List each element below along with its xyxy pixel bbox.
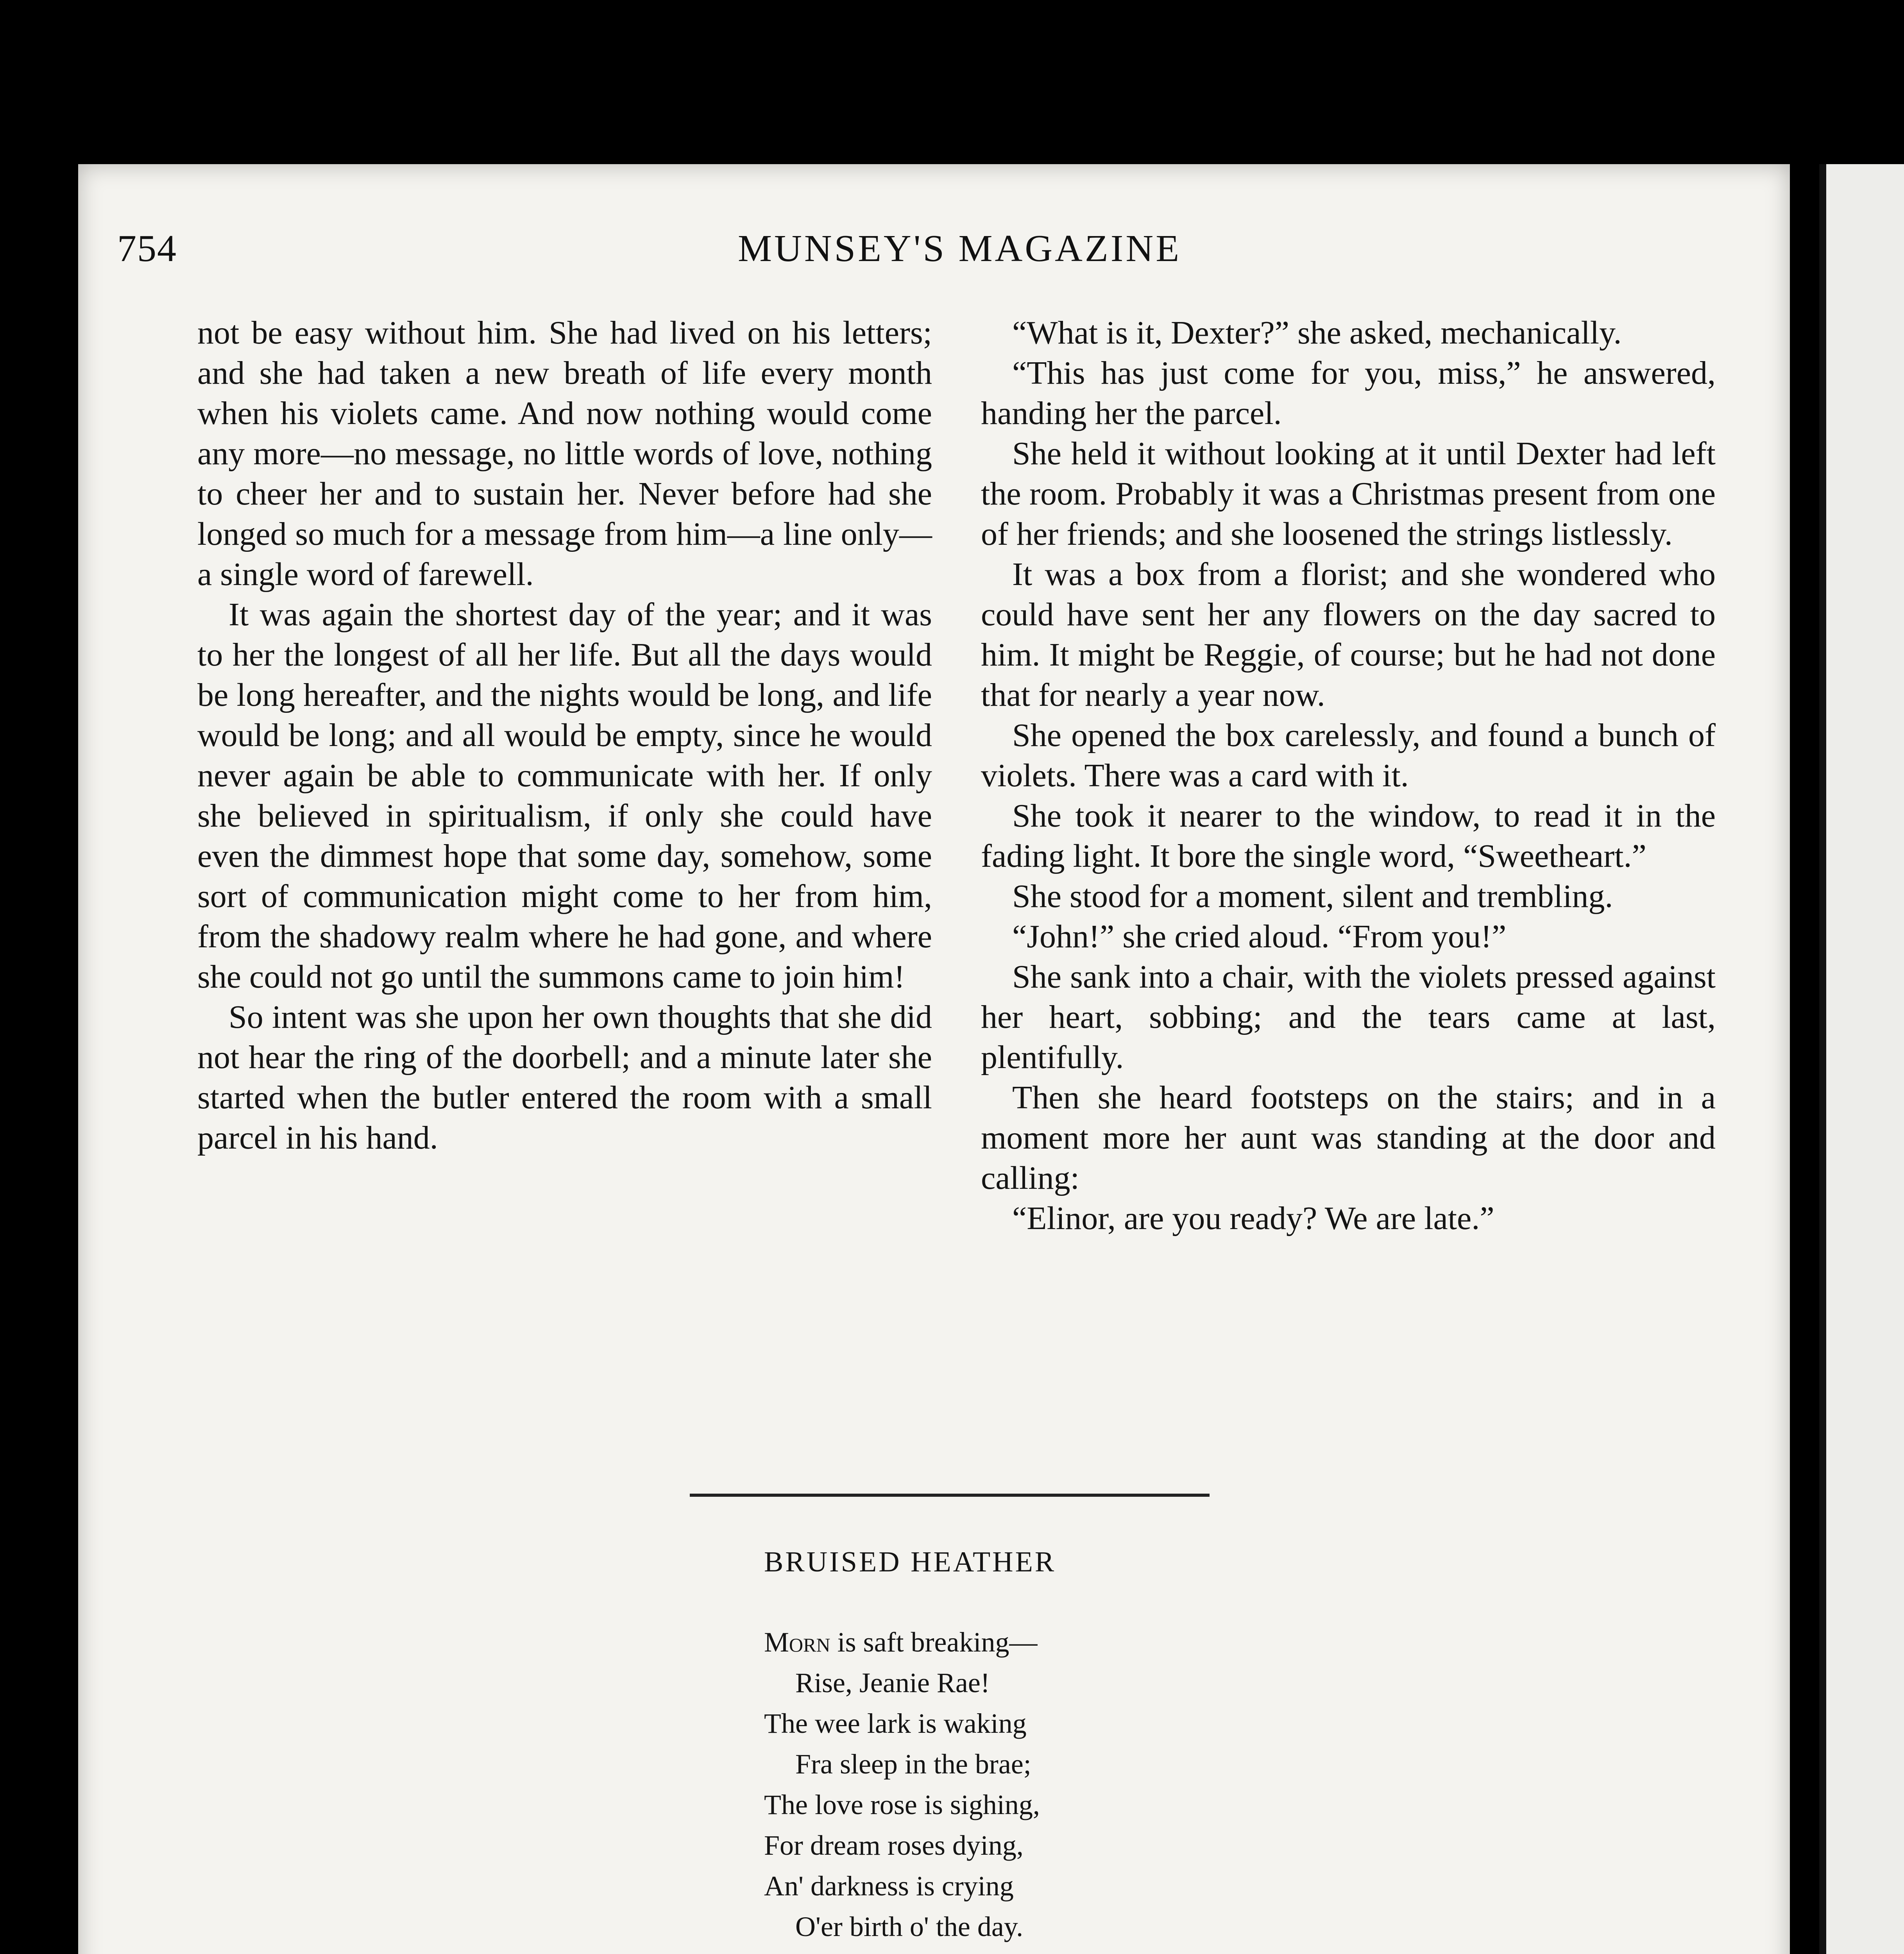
paragraph: She took it nearer to the window, to read it in the fading light. It bore the single word, “Sweetheart.” [981,798,1716,874]
paragraph: “This has just come for you, miss,” he answered, handing her the parcel. [981,355,1716,431]
left-text-column [197,313,932,1158]
poem-first-line-rest: is saft breaking— [830,1627,1038,1658]
poem-title: BRUISED HEATHER [764,1546,1056,1578]
paragraph: not be easy without him. She had lived on his letters; and she had taken a new breath of life every month when his violets came. And now nothing would come any more—no message, no little words of love, nothing to cheer her and to sustain her. Never before had she longed so much for a message from him—a line only—a single word of farewell. [197,315,932,592]
paragraph: She held it without looking at it until Dexter had left the room. Probably it was a Christmas present from one of her friends; and she loosened the strings listlessly. [981,435,1716,552]
paragraph: “What is it, Dexter?” she asked, mechanically. [1012,315,1622,351]
section-divider [690,1494,1210,1497]
poem-first-word: Morn [764,1627,830,1658]
poem-line: O'er birth o' the day. [795,1911,1024,1942]
paragraph: She opened the box carelessly, and found a bunch of violets. There was a card with it. [981,717,1716,794]
adjacent-page-edge [1819,164,1904,1954]
paragraph: “Elinor, are you ready? We are late.” [1012,1200,1494,1236]
poem-line: The love rose is sighing, [764,1789,1040,1820]
poem-line [764,1622,1095,1662]
poem-line: For dream roses dying, [764,1830,1024,1861]
paragraph: It was again the shortest day of the year; and it was to her the longest of all her life. But all the days would be long hereafter, and the nights would be long, and life would be long; and all would be empty, since he would never again be able to communicate with her. If only she believed in spiritualism, if only she could have even the dimmest hope that some day, somehow, some sort of communication might come to her from him, from the shadowy realm where he had gone, and where she could not go until the summons came to join him! [197,596,932,995]
page-number: 754 [117,227,177,270]
paragraph: It was a box from a florist; and she wondered who could have sent her any flowers on the day sacred to him. It might be Reggie, of course; but he had not done that for nearly a year now. [981,556,1716,713]
poem-line: Fra sleep in the brae; [795,1748,1031,1780]
poem-line: Rise, Jeanie Rae! [795,1667,990,1698]
poem-line: An' darkness is crying [764,1870,1014,1902]
poem-body [764,1622,1095,1954]
right-text-column [981,313,1716,1238]
stanza [764,1622,1095,1947]
paragraph: Then she heard footsteps on the stairs; and in a moment more her aunt was standing at the door and calling: [981,1079,1716,1196]
paragraph: She sank into a chair, with the violets pressed against her heart, sobbing; and the tears came at last, plentifully. [981,959,1716,1075]
paragraph: “John!” she cried aloud. “From you!” [1012,918,1507,955]
paragraph: She stood for a moment, silent and trembling. [1012,878,1613,914]
paragraph: So intent was she upon her own thoughts that she did not hear the ring of the doorbell; and a minute later she started when the butler entered the room with a small parcel in his hand. [197,999,932,1156]
running-head: MUNSEY'S MAGAZINE [738,227,1182,270]
poem-line: The wee lark is waking [764,1708,1027,1739]
